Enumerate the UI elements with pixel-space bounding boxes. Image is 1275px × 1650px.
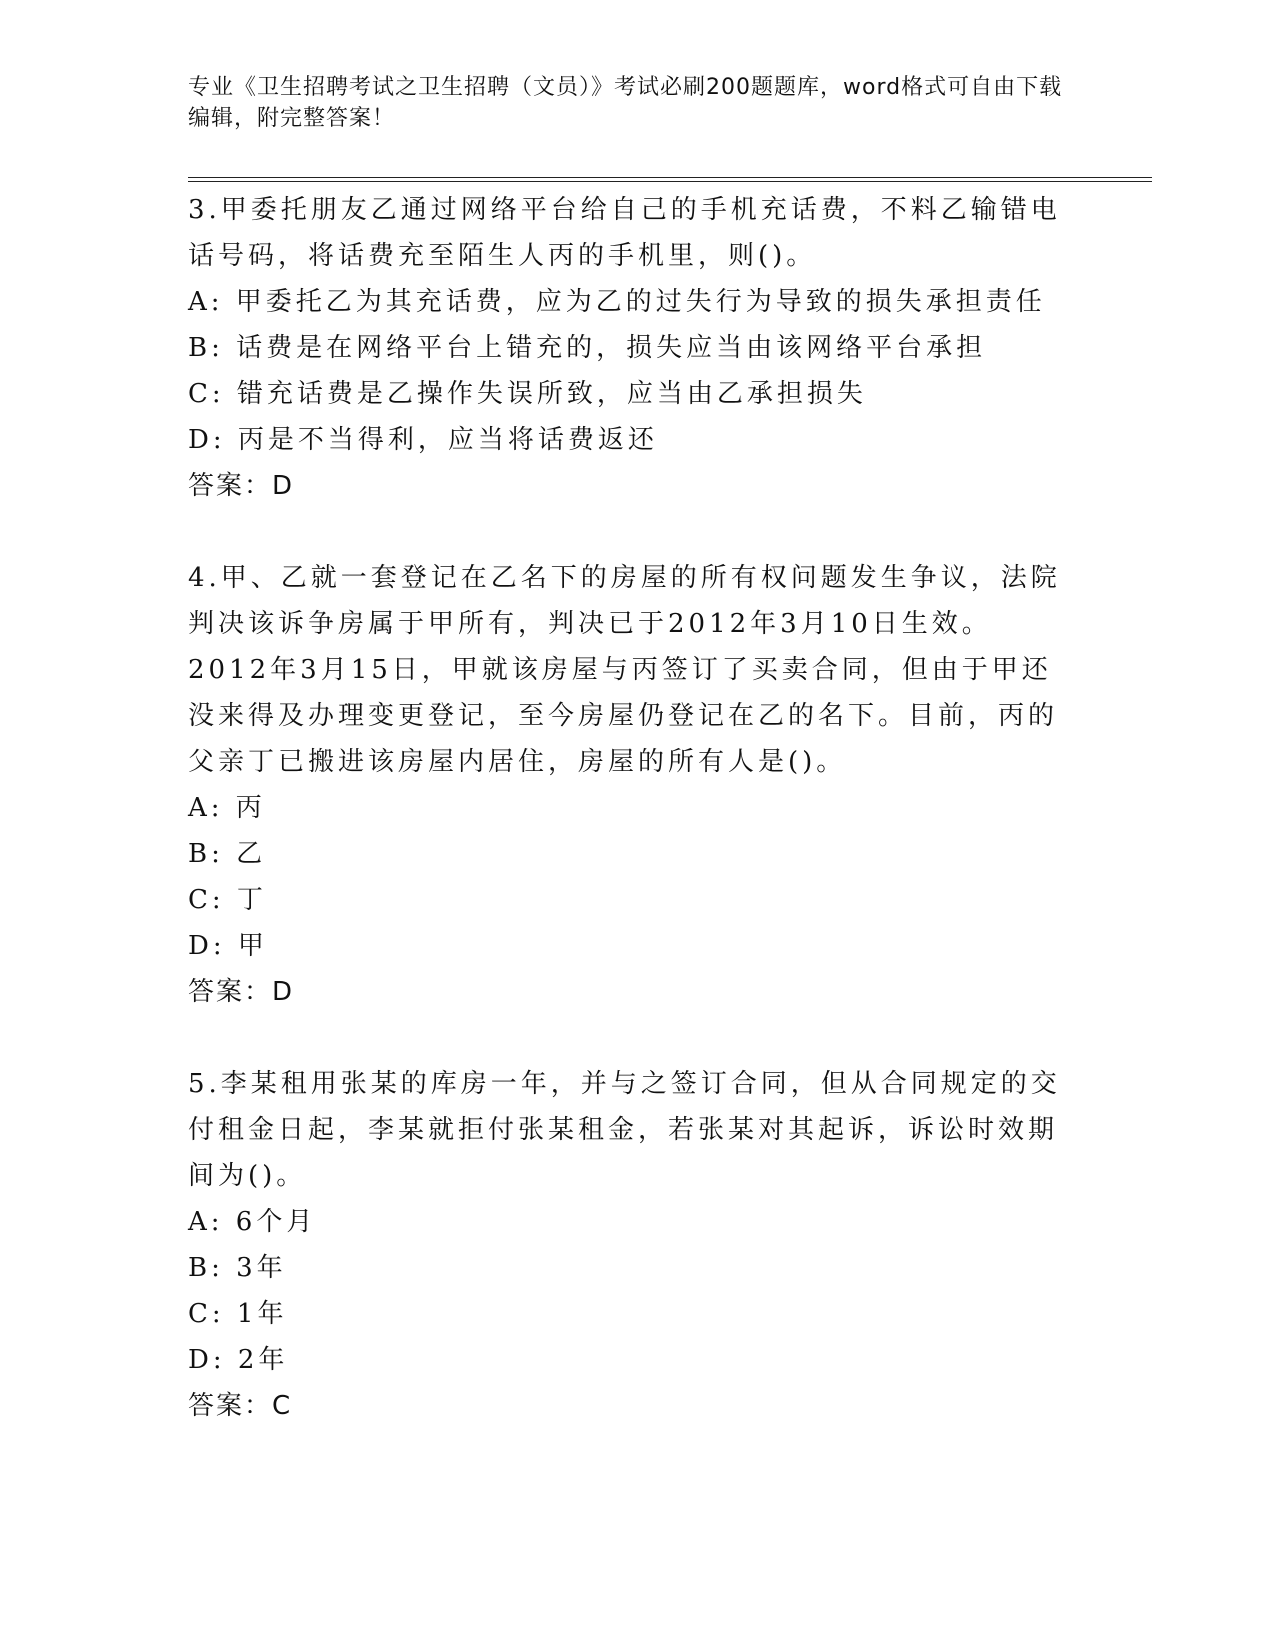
question-stem: 5.李某租用张某的库房一年，并与之签订合同，但从合同规定的交付租金日起，李某就拒付张某租金，若张某对其起诉，诉讼时效期间为()。 xyxy=(188,1069,1061,1191)
answer-label: 答案：D xyxy=(188,977,295,1007)
question-5 xyxy=(188,1061,1068,1429)
question-4 xyxy=(188,555,1068,1015)
option-d: D: 丙是不当得利，应当将话费返还 xyxy=(188,425,658,455)
option-c: C: 丁 xyxy=(188,885,267,915)
option-d: D: 甲 xyxy=(188,931,268,961)
question-stem: 3.甲委托朋友乙通过网络平台给自己的手机充话费，不料乙输错电话号码，将话费充至陌生人丙的手机里，则()。 xyxy=(188,195,1061,271)
option-c: C: 1年 xyxy=(188,1299,288,1329)
question-stem: 4.甲、乙就一套登记在乙名下的房屋的所有权问题发生争议，法院判决该诉争房属于甲所有，判决已于2012年3月10日生效。2012年3月15日，甲就该房屋与丙签订了买卖合同，但由于甲还没来得及办理变更登记，至今房屋仍登记在乙的名下。目前，丙的父亲丁已搬进该房屋内居住，房屋的所有人是()。 xyxy=(188,563,1061,777)
option-a: A: 6个月 xyxy=(188,1207,317,1237)
question-spacer xyxy=(188,509,1068,555)
header-divider xyxy=(188,177,1152,182)
option-d: D: 2年 xyxy=(188,1345,289,1375)
question-list xyxy=(188,187,1068,1429)
document-header: 专业《卫生招聘考试之卫生招聘（文员）》考试必刷200题题库，word格式可自由下载编辑，附完整答案！ xyxy=(188,75,1063,131)
answer-label: 答案：C xyxy=(188,1391,293,1421)
answer-label: 答案：D xyxy=(188,471,295,501)
option-b: B: 3年 xyxy=(188,1253,287,1283)
option-b: B: 乙 xyxy=(188,839,267,869)
question-3 xyxy=(188,187,1068,509)
question-spacer xyxy=(188,1015,1068,1061)
option-a: A: 丙 xyxy=(188,793,266,823)
option-b: B: 话费是在网络平台上错充的，损失应当由该网络平台承担 xyxy=(188,333,987,363)
option-c: C: 错充话费是乙操作失误所致，应当由乙承担损失 xyxy=(188,379,867,409)
option-a: A: 甲委托乙为其充话费，应为乙的过失行为导致的损失承担责任 xyxy=(188,287,1046,317)
